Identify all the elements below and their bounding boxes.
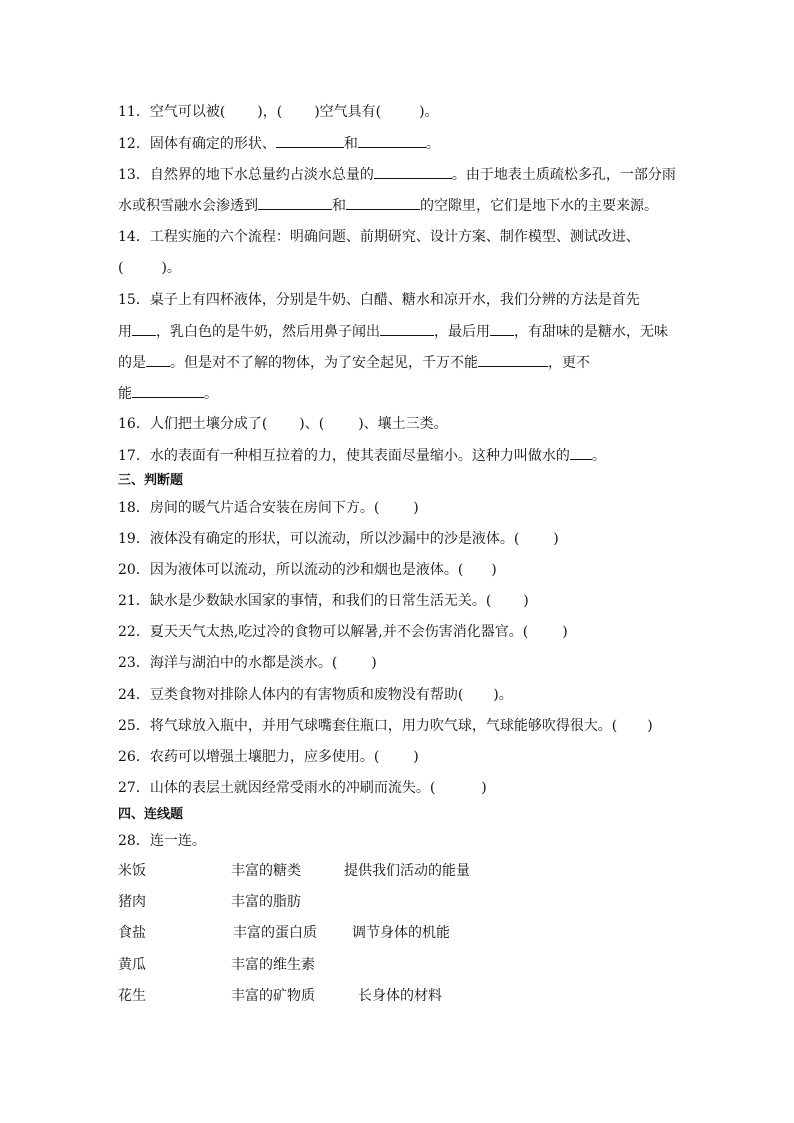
- q16-text-a: 16．人们把土壤分成了(: [118, 416, 268, 432]
- question-22: [118, 622, 568, 642]
- q12-blank-1[interactable]: [276, 133, 344, 148]
- q16-text-b: )、(: [299, 416, 325, 432]
- q12-text-c: 。: [425, 136, 440, 152]
- q15-blank-5[interactable]: [478, 352, 548, 367]
- q14-text-b: (: [118, 260, 124, 276]
- q21-close: ): [523, 593, 529, 609]
- question-14-line-2: [118, 258, 181, 278]
- q13-text-b: 。由于地表土质疏松多孔，一部分雨: [451, 167, 676, 183]
- nutrient-item[interactable]: 丰富的蛋白质: [233, 925, 317, 941]
- q13-text-d: 和: [332, 198, 346, 214]
- q17-blank[interactable]: [570, 445, 592, 460]
- q15-text-a: 15．桌子上有四杯液体，分别是牛奶、白醋、糖水和凉开水，我们分辨的方法是首先: [118, 292, 640, 308]
- question-15-line-3: [118, 352, 590, 373]
- q15-text-f: 的是: [118, 355, 146, 371]
- question-13-line-1: [118, 164, 676, 185]
- q26-text: 26．农药可以增强土壤肥力，应多使用。(: [118, 749, 380, 765]
- q23-close: ): [371, 655, 377, 671]
- question-27: [118, 778, 487, 798]
- q13-text-e: 的空隙里，它们是地下水的主要来源。: [420, 198, 658, 214]
- question-23: [118, 653, 377, 673]
- food-item[interactable]: 花生: [118, 988, 146, 1004]
- q25-close: ): [647, 718, 653, 734]
- q15-blank-6[interactable]: [132, 383, 204, 398]
- section-heading-judge: 三、判断题: [118, 473, 184, 488]
- q15-text-j: 。: [204, 386, 218, 402]
- q11-text-c: )空气具有(: [314, 104, 382, 120]
- q27-text: 27．山体的表层土就因经常受雨水的冲刷而流失。(: [118, 780, 436, 796]
- q15-blank-2[interactable]: [380, 321, 434, 336]
- q13-blank-3[interactable]: [346, 195, 420, 210]
- q13-text-a: 13．自然界的地下水总量约占淡水总量的: [118, 167, 374, 183]
- q19-close: ): [553, 531, 559, 547]
- question-12: [118, 133, 440, 154]
- q16-text-c: )、壤土三类。: [358, 416, 448, 432]
- function-item[interactable]: 调节身体的机能: [352, 925, 450, 941]
- q22-text: 22．夏天天气太热,吃过冷的食物可以解暑,并不会伤害消化器官。(: [118, 624, 529, 640]
- function-item[interactable]: 长身体的材料: [358, 988, 442, 1004]
- nutrient-item[interactable]: 丰富的脂肪: [231, 894, 301, 910]
- q12-blank-2[interactable]: [358, 133, 426, 148]
- nutrient-item[interactable]: 丰富的矿物质: [231, 988, 315, 1004]
- q15-text-h: ，更不: [548, 355, 590, 371]
- question-25: [118, 716, 653, 736]
- q15-text-g: 。但是对不了解的物体，为了安全起见，千万不能: [170, 355, 478, 371]
- q17-text-b: 。: [591, 448, 606, 464]
- q19-text: 19．液体没有确定的形状，可以流动，所以沙漏中的沙是液体。(: [118, 531, 520, 547]
- q13-text-c: 水或积雪融水会渗透到: [118, 198, 258, 214]
- question-21: [118, 591, 529, 611]
- q22-close: ): [562, 624, 568, 640]
- q18-close: ): [413, 500, 419, 516]
- question-18: [118, 498, 419, 518]
- q11-text-d: )。: [419, 104, 439, 120]
- question-26: [118, 747, 419, 767]
- q18-text: 18．房间的暖气片适合安装在房间下方。(: [118, 500, 380, 516]
- question-11: [118, 102, 439, 122]
- q15-text-b: 用: [118, 324, 132, 340]
- question-14-line-1: [118, 227, 640, 247]
- food-item[interactable]: 猪肉: [118, 894, 146, 910]
- question-13-line-2: [118, 195, 658, 216]
- q24-text: 24．豆类食物对排除人体内的有害物质和废物没有帮助(: [118, 687, 464, 703]
- food-item[interactable]: 黄瓜: [118, 957, 146, 973]
- nutrient-item[interactable]: 丰富的糖类: [231, 863, 301, 879]
- q20-close: ): [491, 562, 497, 578]
- food-item[interactable]: 食盐: [118, 925, 146, 941]
- question-28: 28．连一连。: [118, 833, 206, 849]
- q11-text-a: 11．空气可以被(: [118, 104, 226, 120]
- q15-text-c: ，乳白色的是牛奶，然后用鼻子闻出: [156, 324, 380, 340]
- function-item[interactable]: 提供我们活动的能量: [344, 863, 470, 879]
- question-24: [118, 685, 513, 705]
- q15-text-i: 能: [118, 386, 132, 402]
- q15-text-d: ，最后用: [434, 324, 490, 340]
- q13-blank-2[interactable]: [258, 195, 332, 210]
- q20-text: 20．因为液体可以流动，所以流动的沙和烟也是液体。(: [118, 562, 464, 578]
- q26-close: ): [413, 749, 419, 765]
- q15-blank-4[interactable]: [146, 352, 170, 367]
- q17-text-a: 17．水的表面有一种相互拉着的力，使其表面尽量缩小。这种力叫做水的: [118, 448, 570, 464]
- q23-text: 23．海洋与湖泊中的水都是淡水。(: [118, 655, 338, 671]
- q15-blank-1[interactable]: [132, 321, 156, 336]
- q14-text-c: )。: [161, 260, 181, 276]
- q27-close: ): [481, 780, 487, 796]
- question-17: [118, 445, 606, 466]
- question-15-line-2: [118, 321, 668, 342]
- q15-blank-3[interactable]: [490, 321, 514, 336]
- question-16: [118, 414, 448, 434]
- q12-text-b: 和: [343, 136, 358, 152]
- food-item[interactable]: 米饭: [118, 863, 146, 879]
- question-20: [118, 560, 497, 580]
- nutrient-item[interactable]: 丰富的维生素: [231, 957, 315, 973]
- question-15-line-1: [118, 290, 640, 310]
- q21-text: 21．缺水是少数缺水国家的事情，和我们的日常生活无关。(: [118, 593, 492, 609]
- section-heading-matching: 四、连线题: [118, 807, 184, 822]
- question-15-line-4: [118, 383, 218, 404]
- q15-text-e: ，有甜味的是糖水，无味: [514, 324, 668, 340]
- q14-text-a: 14．工程实施的六个流程：明确问题、前期研究、设计方案、制作模型、测试改进、: [118, 229, 640, 245]
- question-19: [118, 529, 559, 549]
- q13-blank-1[interactable]: [374, 164, 452, 179]
- q11-text-b: )，(: [257, 104, 283, 120]
- q12-text-a: 12．固体有确定的形状、: [118, 136, 276, 152]
- q25-text: 25．将气球放入瓶中，并用气球嘴套住瓶口，用力吹气球，气球能够吹得很大。(: [118, 718, 618, 734]
- q24-close: )。: [493, 687, 513, 703]
